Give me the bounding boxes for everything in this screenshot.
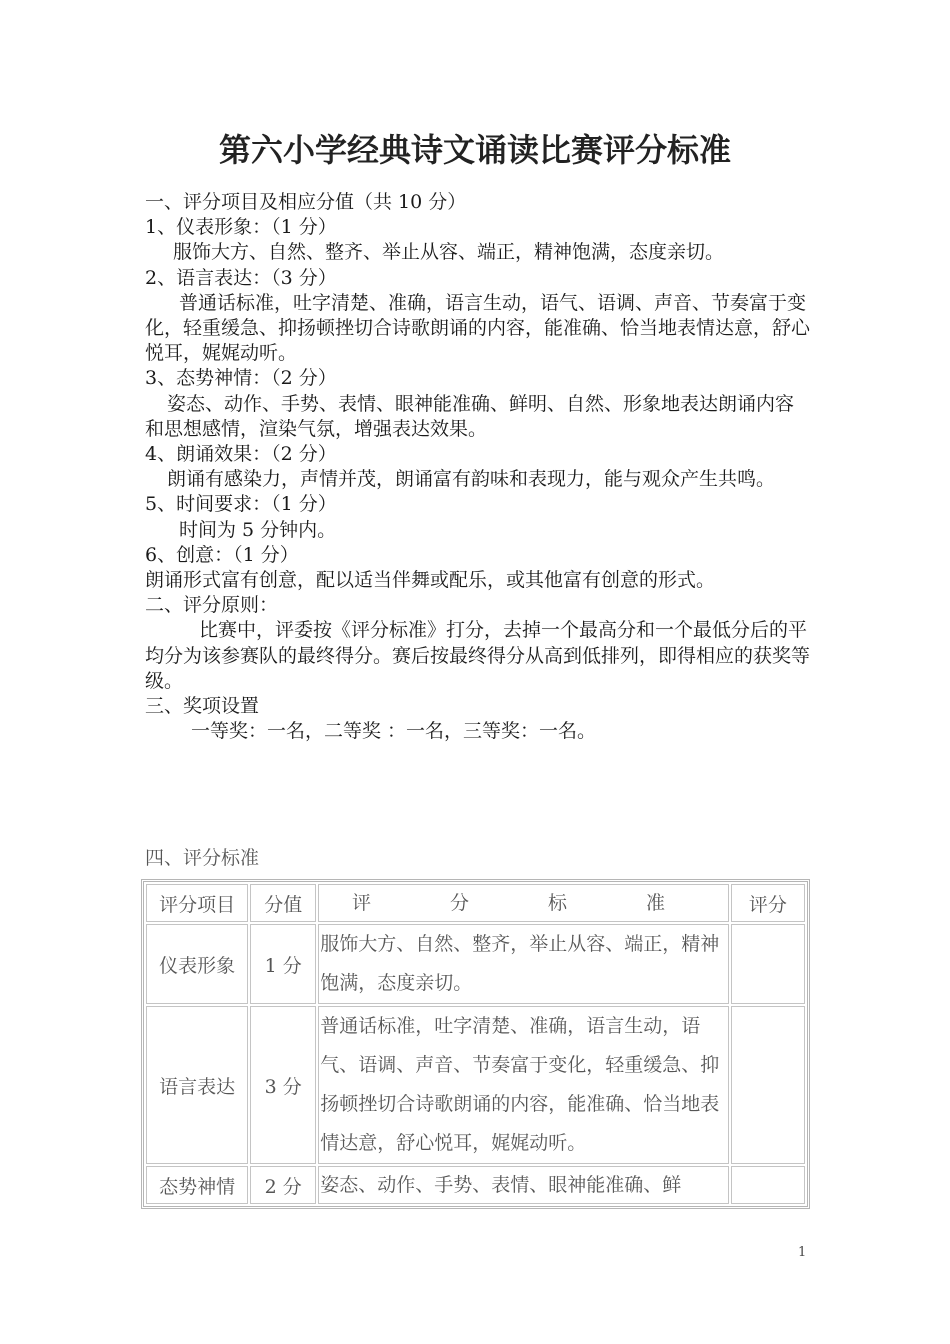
section-2-heading: 二、评分原则： (145, 594, 279, 617)
item-2-heading: 2、语言表达：（3 分） (145, 266, 337, 289)
section-3-text: 一等奖：一名，二等奖 ：一名，三等奖：一名。 (191, 720, 597, 743)
row-item: 仪表形象 (146, 924, 248, 1004)
row-criteria: 姿态、动作、手势、表情、眼神能准确、鲜 (318, 1166, 729, 1204)
row-grade-cell[interactable] (731, 1006, 805, 1164)
table-row (146, 1006, 805, 1164)
row-criteria: 普通话标准，吐字清楚、准确，语言生动，语气、语调、声音、节奏富于变化，轻重缓急、抑扬顿挫切合诗歌朗诵的内容，能准确、恰当地表情达意，舒心悦耳，娓娓动听。 (318, 1006, 729, 1164)
page-title: 第六小学经典诗文诵读比赛评分标准 (218, 131, 731, 169)
item-4-heading: 4、朗诵效果：（2 分） (145, 443, 337, 466)
header-score: 分值 (250, 884, 316, 922)
table-row (146, 1166, 805, 1204)
item-2-text: 普通话标准，吐字清楚、准确，语言生动，语气、语调、声音、节奏富于变化，轻重缓急、抑扬顿挫切合诗歌朗诵的内容，能准确、恰当地表情达意，舒心悦耳，娓娓动听。 (145, 291, 811, 365)
header-criteria: 评 分 标 准 (318, 884, 729, 922)
row-criteria: 服饰大方、自然、整齐，举止从容、端正，精神饱满，态度亲切。 (318, 924, 729, 1004)
item-6-heading: 6、创意：（1 分） (145, 543, 299, 566)
item-4-text: 朗诵有感染力，声情并茂，朗诵富有韵味和表现力，能与观众产生共鸣。 (167, 468, 776, 491)
header-item: 评分项目 (146, 884, 248, 922)
document-body (145, 190, 810, 744)
row-score: 3 分 (250, 1006, 316, 1164)
item-1-heading: 1、仪表形象：（1 分） (145, 216, 337, 239)
row-item: 态势神情 (146, 1166, 248, 1204)
item-5-heading: 5、时间要求：（1 分） (145, 493, 337, 516)
item-3-heading: 3、态势神情：（2 分） (145, 367, 337, 390)
row-grade-cell[interactable] (731, 924, 805, 1004)
item-3-text: 姿态、动作、手势、表情、眼神能准确、鲜明、自然、形象地表达朗诵内容和思想感情，渲染气氛，增强表达效果。 (145, 392, 795, 440)
row-item: 语言表达 (146, 1006, 248, 1164)
item-5-text: 时间为 5 分钟内。 (179, 518, 337, 541)
scoring-table (141, 879, 810, 1209)
header-grade: 评分 (731, 884, 805, 922)
item-1-text: 服饰大方、自然、整齐、举止从容、端正，精神饱满，态度亲切。 (173, 241, 725, 264)
item-6-text: 朗诵形式富有创意，配以适当伴舞或配乐，或其他富有创意的形式。 (145, 569, 716, 592)
page-number: 1 (798, 1245, 807, 1260)
section-4-heading: 四、评分标准 (145, 847, 260, 869)
row-grade-cell[interactable] (731, 1166, 805, 1204)
section-1-heading: 一、评分项目及相应分值（共 10 分） (145, 191, 467, 213)
table-row (146, 924, 805, 1004)
table-header-row (146, 884, 805, 922)
row-score: 1 分 (250, 924, 316, 1004)
row-score: 2 分 (250, 1166, 316, 1204)
section-2-text: 比赛中，评委按《评分标准》打分，去掉一个最高分和一个最低分后的平均分为该参赛队的最终得分。赛后按最终得分从高到低排列，即得相应的获奖等级。 (145, 619, 811, 692)
section-3-heading: 三、奖项设置 (145, 695, 260, 718)
